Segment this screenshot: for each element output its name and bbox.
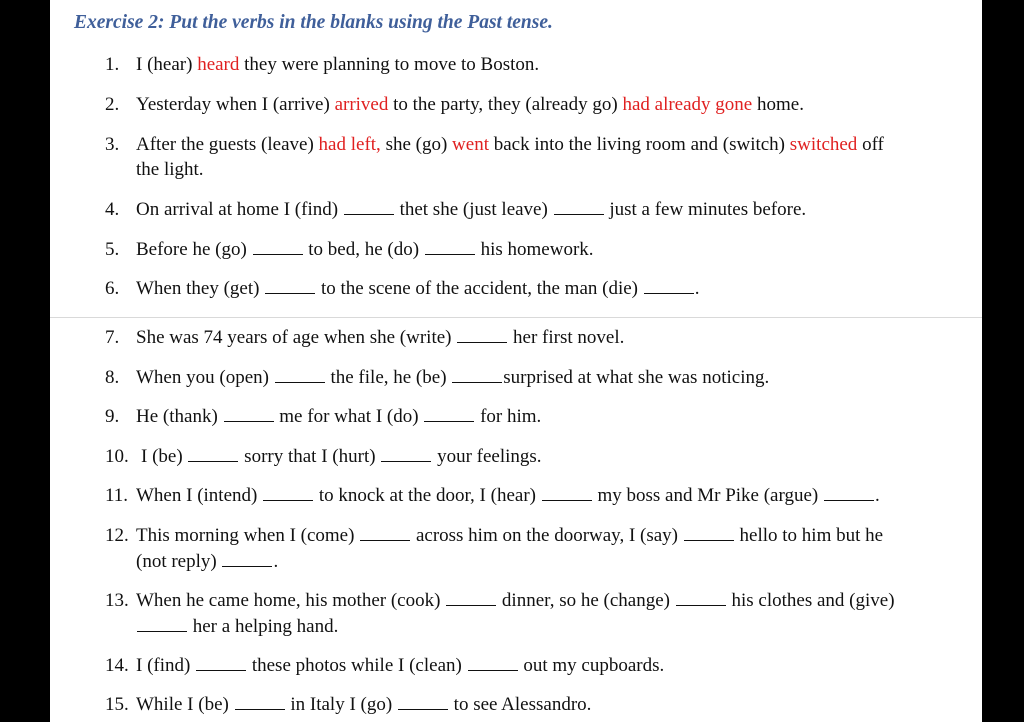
item-number: 12. — [105, 525, 129, 546]
answer-blank[interactable] — [263, 482, 313, 501]
answer-blank[interactable] — [398, 691, 448, 710]
item-number: 7. — [105, 327, 120, 348]
answer-blank[interactable] — [381, 443, 431, 462]
right-black-margin — [982, 0, 1024, 722]
answer-blank[interactable] — [446, 587, 496, 606]
answer-blank[interactable] — [222, 548, 272, 567]
answer: switched — [789, 134, 858, 155]
answer-blank[interactable] — [235, 691, 285, 710]
exercise-item-4: 4. On arrival at home I (find) thet she (just leave) just a few minutes before. — [105, 196, 965, 222]
answer-blank[interactable] — [137, 613, 187, 632]
answer-blank[interactable] — [344, 196, 394, 215]
item-number: 9. — [105, 406, 120, 427]
item-number: 14. — [105, 655, 129, 676]
item-number: 6. — [105, 278, 120, 299]
exercise-item-2: 2. Yesterday when I (arrive) arrived to the party, they (already go) had already gone home. — [105, 94, 804, 115]
item-number: 2. — [105, 94, 120, 115]
answer-blank[interactable] — [644, 275, 694, 294]
exercise-item-5: 5. Before he (go) to bed, he (do) his homework. — [105, 236, 965, 262]
page-break-line — [50, 317, 982, 318]
exercise-item-12: 12. This morning when I (come) across him on the doorway, I (say) hello to him but he (not reply) . — [105, 522, 965, 574]
exercise-item-8: 8. When you (open) the file, he (be) surprised at what she was noticing. — [105, 364, 965, 390]
item-number: 3. — [105, 134, 120, 155]
answer-blank[interactable] — [824, 482, 874, 501]
answer-blank[interactable] — [196, 652, 246, 671]
exercise-item-13: 13. When he came home, his mother (cook) dinner, so he (change) his clothes and (give) her a helping hand. — [105, 587, 965, 639]
answer: heard — [197, 54, 240, 75]
answer-blank[interactable] — [554, 196, 604, 215]
item-number: 15. — [105, 694, 129, 715]
answer-blank[interactable] — [360, 522, 410, 541]
document-page — [50, 0, 982, 722]
item-number: 8. — [105, 367, 120, 388]
answer-blank[interactable] — [684, 522, 734, 541]
answer-blank[interactable] — [542, 482, 592, 501]
answer-blank[interactable] — [457, 324, 507, 343]
answer-blank[interactable] — [424, 403, 474, 422]
exercise-item-10: 10. I (be) sorry that I (hurt) your feelings. — [105, 443, 965, 469]
answer-blank[interactable] — [275, 364, 325, 383]
exercise-item-14: 14. I (find) these photos while I (clean) out my cupboards. — [105, 652, 965, 678]
item-number: 13. — [105, 590, 129, 611]
answer-blank[interactable] — [188, 443, 238, 462]
exercise-item-3: 3. After the guests (leave) had left, she (go) went back into the living room and (switch) switched off the light. — [105, 134, 884, 180]
exercise-item-11: 11. When I (intend) to knock at the door, I (hear) my boss and Mr Pike (argue) . — [105, 482, 965, 508]
item-number: 10. — [105, 446, 129, 467]
item-number: 11. — [105, 485, 129, 506]
answer: went — [452, 134, 489, 155]
answer-blank[interactable] — [425, 236, 475, 255]
answer-blank[interactable] — [253, 236, 303, 255]
exercise-item-1: 1. I (hear) heard they were planning to move to Boston. — [105, 54, 540, 75]
answer-blank[interactable] — [265, 275, 315, 294]
answer-blank[interactable] — [224, 403, 274, 422]
answer-blank[interactable] — [468, 652, 518, 671]
answer: had already gone — [622, 94, 753, 115]
answer-blank[interactable] — [676, 587, 726, 606]
item-number: 5. — [105, 239, 120, 260]
exercise-item-9: 9. He (thank) me for what I (do) for him. — [105, 403, 965, 429]
answer-blank[interactable] — [452, 364, 502, 383]
answer: arrived — [334, 94, 389, 115]
answer: had left, — [318, 134, 381, 155]
exercise-item-7: 7. She was 74 years of age when she (write) her first novel. — [105, 324, 965, 350]
left-black-margin — [0, 0, 50, 722]
item-number: 1. — [105, 54, 120, 75]
exercise-item-6: 6. When they (get) to the scene of the accident, the man (die) . — [105, 275, 965, 301]
item-number: 4. — [105, 199, 120, 220]
exercise-title: Exercise 2: Put the verbs in the blanks using the Past tense. — [74, 12, 553, 33]
exercise-item-15: 15. While I (be) in Italy I (go) to see Alessandro. — [105, 691, 965, 717]
